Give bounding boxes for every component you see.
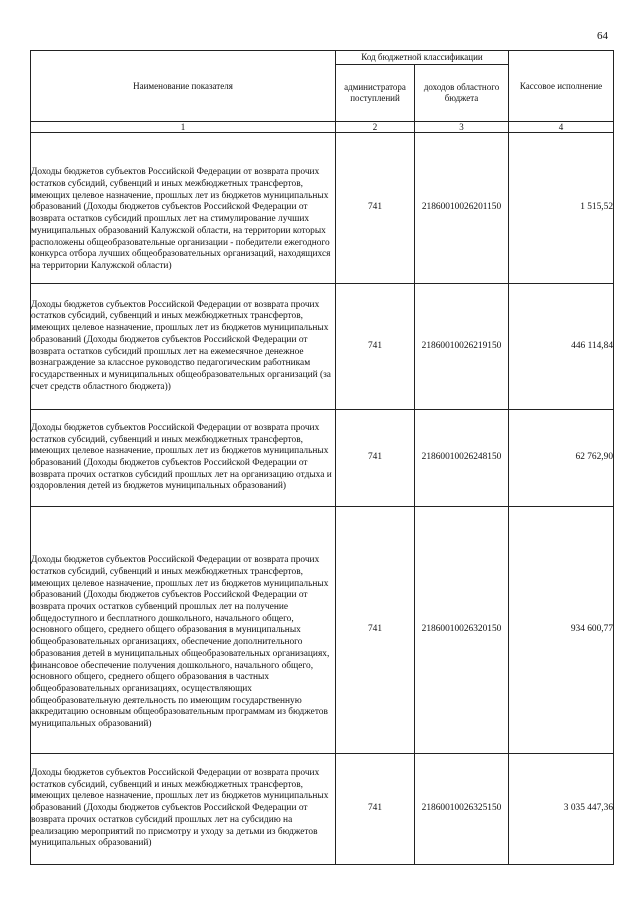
column-number-1: 1: [31, 122, 336, 133]
header-execution: Кассовое исполнение: [509, 51, 614, 122]
column-number-2: 2: [336, 122, 415, 133]
row-name-text: Доходы бюджетов субъектов Российской Федерации от возврата прочих остатков субсидий, субвенций и иных межбюджетных трансфертов, имеющих целевое назначение, прошлых лет из бюджетов муниципальных образований (Доходы бюджетов субъектов Российской Федерации от возврата остатков субсидий прошлых лет на ежемесячное денежное вознаграждение за классное руководство педагогическим работникам государственных и муниципальных общеобразовательных организаций (за счет средств областного бюджета)): [31, 299, 331, 392]
row-amount: 934 600,77: [509, 507, 614, 754]
table-row: [31, 410, 614, 507]
row-name: [31, 133, 336, 284]
row-revenue-code: 21860010026248150: [415, 410, 509, 507]
table-row: [31, 754, 614, 865]
row-revenue-code: 21860010026201150: [415, 133, 509, 284]
row-amount: 1 515,52: [509, 133, 614, 284]
table-row: [31, 507, 614, 754]
row-amount: 3 035 447,36: [509, 754, 614, 865]
header-admin: администратора поступлений: [336, 65, 415, 122]
row-revenue-code: 21860010026320150: [415, 507, 509, 754]
row-amount: 62 762,90: [509, 410, 614, 507]
row-admin-code: 741: [336, 133, 415, 284]
header-budget-code: Код бюджетной классификации: [336, 51, 509, 65]
row-name: [31, 507, 336, 754]
column-number-4: 4: [509, 122, 614, 133]
row-name-text: Доходы бюджетов субъектов Российской Федерации от возврата прочих остатков субсидий, субвенций и иных межбюджетных трансфертов, имеющих целевое назначение, прошлых лет из бюджетов муниципальных образований (Доходы бюджетов субъектов Российской Федерации от возврата прочих остатков субсидий прошлых лет на субсидию на реализацию мероприятий по присмотру и уходу за детьми из бюджетов муниципальных образований): [31, 768, 329, 849]
header-revenue: доходов областного бюджета: [415, 65, 509, 122]
row-name-text: Доходы бюджетов субъектов Российской Федерации от возврата прочих остатков субсидий, субвенций и иных межбюджетных трансфертов, имеющих целевое назначение, прошлых лет из бюджетов муниципальных образований (Доходы бюджетов субъектов Российской Федерации от возврата прочих остатков субсидий прошлых лет на организацию отдыха и оздоровления детей из бюджетов муниципальных образований): [31, 422, 332, 492]
column-number-row: [31, 122, 614, 133]
budget-table: [30, 50, 614, 865]
page-number: 64: [597, 30, 608, 42]
header-indicator: Наименование показателя: [31, 51, 336, 122]
row-revenue-code: 21860010026219150: [415, 284, 509, 410]
table-row: [31, 284, 614, 410]
row-admin-code: 741: [336, 284, 415, 410]
row-amount: 446 114,84: [509, 284, 614, 410]
row-admin-code: 741: [336, 410, 415, 507]
row-admin-code: 741: [336, 754, 415, 865]
row-admin-code: 741: [336, 507, 415, 754]
row-name-text: Доходы бюджетов субъектов Российской Федерации от возврата прочих остатков субсидий, субвенций и иных межбюджетных трансфертов, имеющих целевое назначение, прошлых лет из бюджетов муниципальных образований (Доходы бюджетов субъектов Российской Федерации от возврата прочих остатков субвенций прошлых лет на получение общедоступного и бесплатного дошкольного, начального общего, основного общего, среднего общего образования в муниципальных общеобразовательных организациях, обеспечение дополнительного образования детей в муниципальных общеобразовательных организациях, финансовое обеспечение получения дошкольного, начального общего, основного общего, среднего общего образования в частных общеобразовательных организациях, осуществляющих общеобразовательную деятельность по имеющим государственную аккредитацию основным общеобразовательным программам из бюджетов муниципальных образований): [31, 555, 330, 730]
row-revenue-code: 21860010026325150: [415, 754, 509, 865]
table-row: [31, 133, 614, 284]
row-name: [31, 284, 336, 410]
header-row-top: [31, 51, 614, 65]
column-number-3: 3: [415, 122, 509, 133]
row-name-text: Доходы бюджетов субъектов Российской Федерации от возврата прочих остатков субсидий, субвенций и иных межбюджетных трансфертов, имеющих целевое назначение, прошлых лет из бюджетов муниципальных образований (Доходы бюджетов субъектов Российской Федерации от возврата остатков субсидий прошлых лет на стимулирование лучших муниципальных образований Калужской области, на территории которых расположены общеобразовательные организации - победители ежегодного конкурса отбора лучших общеобразовательных организаций, находящихся на территории Калужской области): [31, 167, 331, 271]
row-name: [31, 410, 336, 507]
row-name: [31, 754, 336, 865]
